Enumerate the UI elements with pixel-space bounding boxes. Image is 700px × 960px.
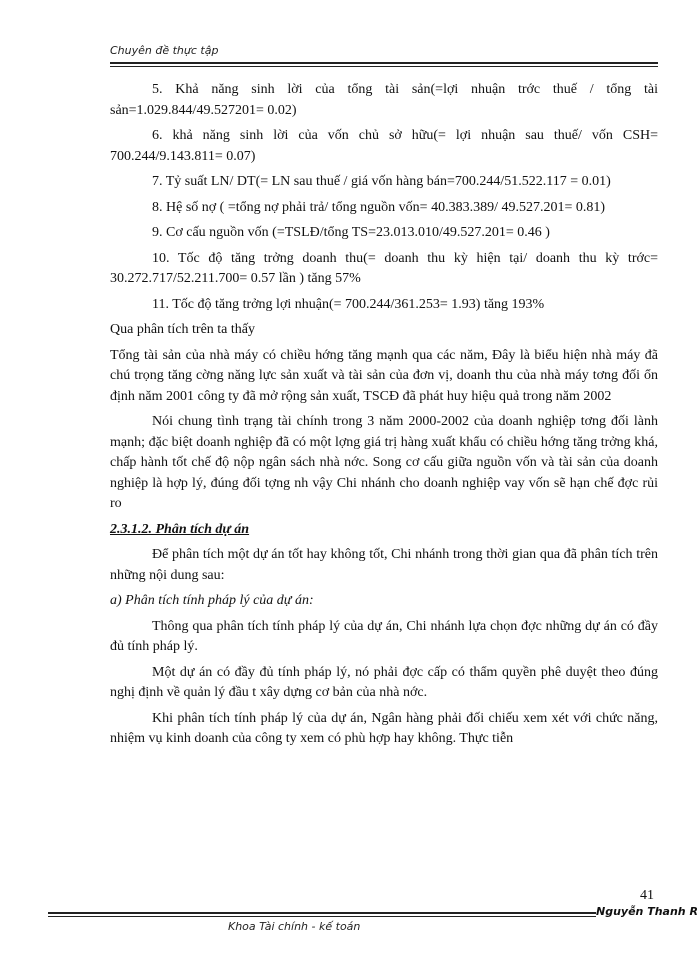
page-body — [110, 80, 658, 755]
footer-department: Khoa Tài chính - kế toán — [228, 920, 361, 933]
ratio-item-7: 7. Tỷ suất LN/ DT(= LN sau thuế / giá vốn hàng bán=700.244/51.522.117 = 0.01) — [152, 174, 611, 189]
sub-heading: a) Phân tích tính pháp lý của dự án: — [110, 593, 314, 608]
ratio-item-10: 10. Tốc độ tăng trởng doanh thu(= doanh thu kỳ hiện tại/ doanh thu kỳ trớc= 30.272.717/52.211.700= 0.57 lần ) tăng 57% — [110, 250, 658, 286]
analysis-paragraph-1: Tổng tài sản của nhà máy có chiều hớng tăng mạnh qua các năm, Đây là biểu hiện nhà máy đã chú trọng tăng cờng năng lực sản xuất và tài sản của đơn vị, doanh thu của nhà máy tơng đối ổn định năm 2001 công ty đã mở rộng sản xuất, TSCĐ đã phát huy hiệu quả trong năm 2002 — [110, 347, 658, 404]
legal-paragraph-3: Khi phân tích tính pháp lý của dự án, Ngân hàng phải đối chiếu xem xét với chức năng, nhiệm vụ kinh doanh của công ty xem có phù hợp hay không. Thực tiễn — [110, 710, 658, 746]
ratio-item-8: 8. Hệ số nợ ( =tổng nợ phải trả/ tổng nguồn vốn= 40.383.389/ 49.527.201= 0.81) — [152, 199, 606, 215]
project-analysis-intro: Để phân tích một dự án tốt hay không tốt, Chi nhánh trong thời gian qua đã phân tích trên những nội dung sau: — [110, 547, 658, 583]
ratio-item-11: 11. Tốc độ tăng trởng lợi nhuận(= 700.244/361.253= 1.93) tăng 193% — [152, 296, 545, 312]
analysis-intro: Qua phân tích trên ta thấy — [110, 322, 256, 337]
header-rule — [110, 62, 658, 67]
ratio-item-6: 6. khả năng sinh lời của vốn chủ sở hữu(= lợi nhuận sau thuế/ vốn CSH= 700.244/9.143.811= 0.07) — [110, 128, 658, 164]
footer-rule — [48, 912, 596, 917]
section-heading: 2.3.1.2. Phân tích dự án — [110, 521, 250, 537]
ratio-item-9: 9. Cơ cấu nguồn vốn (=TSLĐ/tổng TS=23.013.010/49.527.201= 0.46 ) — [152, 225, 550, 240]
footer-author: Nguyễn Thanh R — [596, 905, 698, 918]
page-header-title: Chuyên đề thực tập — [110, 44, 219, 57]
analysis-paragraph-2: Nói chung tình trạng tài chính trong 3 năm 2000-2002 của doanh nghiệp tơng đối lành mạnh; đặc biệt doanh nghiệp đã có một lợng giá trị hàng xuất khẩu có chiều hớng tăng trởng khá, chấp hành tốt chế độ nộp ngân sách nhà nớc. Song cơ cấu giữa nguồn vốn và tài sản của doanh nghiệp là hợp lý, đúng đối tợng nh vậy Chi nhánh cho doanh nghiệp vay vốn sẽ hạn chế đợc rủi ro — [110, 414, 658, 511]
legal-paragraph-1: Thông qua phân tích tính pháp lý của dự án, Chi nhánh lựa chọn đợc những dự án có đầy đủ tính pháp lý. — [110, 618, 658, 654]
page-number: 41 — [640, 888, 654, 903]
legal-paragraph-2: Một dự án có đầy đủ tính pháp lý, nó phải đợc cấp có thẩm quyền phê duyệt theo đúng nghị định về quản lý đầu t xây dựng cơ bản của nhà nớc. — [110, 664, 658, 700]
ratio-item-5: 5. Khả năng sinh lời của tổng tài sản(=lợi nhuận trớc thuế / tổng tài sản=1.029.844/49.527201= 0.02) — [110, 82, 658, 118]
